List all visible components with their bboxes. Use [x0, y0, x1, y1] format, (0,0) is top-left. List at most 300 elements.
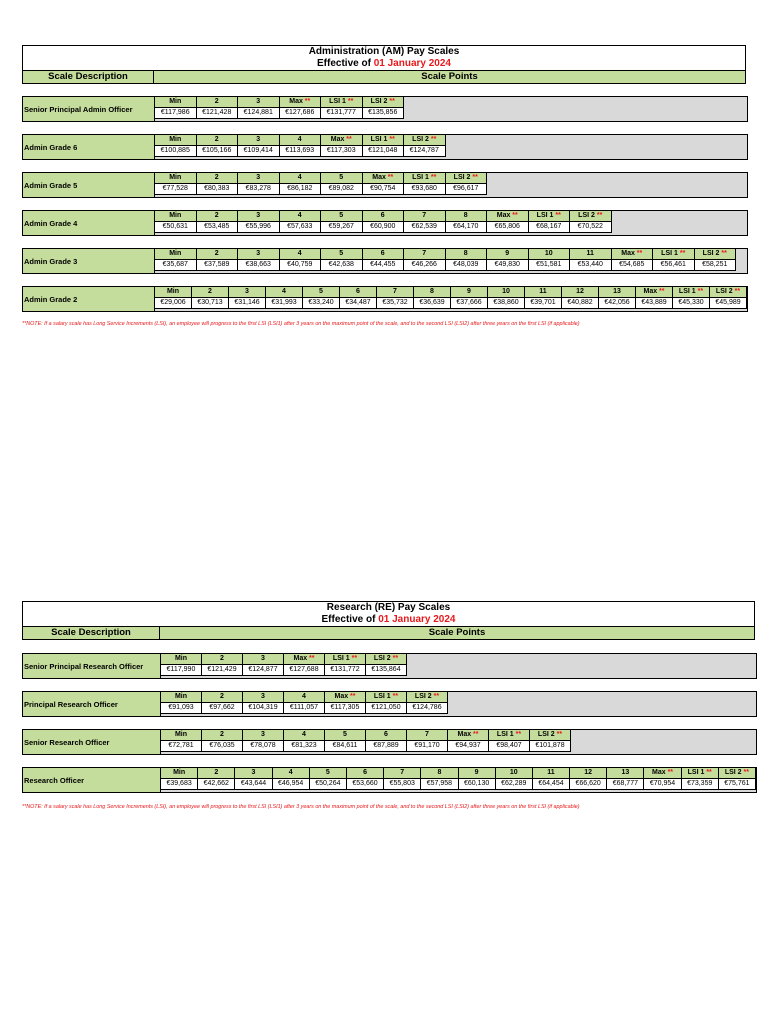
- scale-point-label: [528, 249, 570, 260]
- scale-point-value: €68,167: [528, 222, 570, 233]
- scale-point-value: €90,754: [362, 184, 404, 195]
- scale-point-value: €43,889: [636, 298, 673, 309]
- scale-point-label: [694, 249, 736, 260]
- scale-point-text: Max: [496, 212, 511, 219]
- scale-point-label: [279, 249, 321, 260]
- scale-point-text: 2: [214, 250, 219, 257]
- scale-point-label: [155, 135, 197, 146]
- scale-point-value: €98,407: [489, 741, 530, 752]
- scale-point-value: €104,319: [243, 703, 284, 714]
- scale-point-value: €121,428: [196, 108, 238, 119]
- scale-point-value: €57,633: [279, 222, 321, 233]
- scale-point-value: €44,455: [362, 260, 404, 271]
- scale-point-text: Min: [174, 655, 188, 662]
- scale-point-label: [161, 730, 202, 741]
- scale-points-header-row: [155, 173, 487, 184]
- scale-point-text: 11: [539, 288, 547, 295]
- scale-point-label: [487, 211, 529, 222]
- scale-point-text: 7: [422, 212, 427, 219]
- scale-point-text: LSI 2: [702, 250, 720, 257]
- scale-point-text: 4: [297, 212, 302, 219]
- lsi-marker: **: [348, 693, 356, 700]
- scale-point-label: [404, 211, 446, 222]
- scale-name: Admin Grade 2: [23, 287, 155, 311]
- scale-point-value: €45,989: [710, 298, 747, 309]
- scale-point-value: €70,522: [570, 222, 612, 233]
- scale-point-value: €40,882: [562, 298, 599, 309]
- scale-points-table: [154, 210, 612, 233]
- scale-name: Admin Grade 5: [23, 173, 155, 197]
- scale-point-label: [321, 135, 363, 146]
- scale-point-text: 8: [430, 288, 434, 295]
- scale-point-value: €62,539: [404, 222, 446, 233]
- scale-point-label: [384, 768, 421, 779]
- scale-point-text: 8: [437, 769, 442, 776]
- scale-point-value: €113,693: [279, 146, 321, 157]
- scale-point-value: €42,662: [198, 779, 235, 790]
- scale-row: [22, 96, 748, 122]
- scale-point-value: €29,006: [155, 298, 192, 309]
- scale-name: Senior Principal Research Officer: [23, 654, 161, 678]
- scale-point-label: [272, 768, 309, 779]
- scale-point-label: [407, 730, 448, 741]
- scale-point-value: €58,251: [694, 260, 736, 271]
- scale-point-value: €53,485: [196, 222, 238, 233]
- scale-point-text: 3: [256, 250, 261, 257]
- scale-point-value: €62,289: [495, 779, 532, 790]
- scale-point-value: €64,170: [445, 222, 487, 233]
- scale-point-value: €31,993: [266, 298, 303, 309]
- scale-point-value: €43,644: [235, 779, 272, 790]
- scale-point-label: [448, 730, 489, 741]
- scale-point-label: [414, 287, 451, 298]
- scale-point-value: €121,048: [362, 146, 404, 157]
- scale-values-row: [155, 222, 612, 233]
- scale-point-value: €78,078: [243, 741, 284, 752]
- scale-point-text: LSI 1: [329, 98, 346, 105]
- lsi-marker: **: [677, 250, 686, 257]
- scale-points-table: [160, 729, 571, 752]
- scale-point-text: 6: [380, 212, 385, 219]
- scale-point-value: €37,589: [196, 260, 238, 271]
- scale-point-text: 2: [214, 98, 219, 105]
- scale-point-text: Min: [169, 136, 182, 143]
- scale-point-label: [238, 173, 280, 184]
- lsi-note: **NOTE: If a salary scale has Long Service Increments (LSI), an employee will progress to the first LSI (LSI1) after 3 years on the maximum point of the scale, and to the second LSI (LSI2) after three years on the first LSI (if applicable): [22, 321, 580, 327]
- scale-point-text: LSI 1: [661, 250, 678, 257]
- scale-point-text: 2: [220, 693, 224, 700]
- scale-point-text: 4: [297, 174, 302, 181]
- scale-point-text: Max: [334, 693, 349, 700]
- scale-point-label: [404, 249, 446, 260]
- scale-values-row: [155, 298, 747, 309]
- scale-row: [22, 691, 757, 717]
- scale-point-label: [325, 692, 366, 703]
- scale-point-value: €70,954: [644, 779, 681, 790]
- scale-point-value: €42,638: [321, 260, 363, 271]
- scale-point-label: [155, 249, 197, 260]
- scale-point-label: [445, 211, 487, 222]
- scale-description-header: Scale Description: [23, 71, 154, 83]
- scale-point-text: 13: [613, 288, 621, 295]
- scale-point-value: €60,900: [362, 222, 404, 233]
- lsi-marker: **: [594, 212, 603, 219]
- scale-point-text: Min: [173, 769, 186, 776]
- scale-point-value: €100,885: [155, 146, 197, 157]
- scale-points-header-row: [155, 135, 446, 146]
- scale-points-header: Scale Points: [428, 627, 486, 638]
- scale-point-text: Max: [621, 250, 635, 257]
- scale-point-text: 4: [288, 769, 293, 776]
- scale-point-value: €50,264: [309, 779, 346, 790]
- scale-point-text: 10: [502, 288, 510, 295]
- scale-point-text: LSI 2: [453, 174, 471, 181]
- scale-point-value: €124,786: [407, 703, 448, 714]
- scale-point-label: [366, 730, 407, 741]
- scale-point-value: €66,620: [570, 779, 607, 790]
- scale-point-label: [562, 287, 599, 298]
- section-title: Administration (AM) Pay Scales: [308, 46, 460, 57]
- scale-point-label: [530, 730, 571, 741]
- scale-point-label: [196, 173, 238, 184]
- scale-values-row: [161, 741, 571, 752]
- scale-point-label: [653, 249, 695, 260]
- lsi-marker: **: [385, 174, 394, 181]
- scale-point-text: LSI 2: [578, 212, 595, 219]
- lsi-marker: **: [344, 136, 352, 143]
- scale-points-table: [154, 134, 446, 157]
- scale-point-text: 13: [621, 769, 630, 776]
- effective-prefix: Effective of: [317, 58, 371, 69]
- scale-point-text: LSI 1: [536, 212, 554, 219]
- scale-row: [22, 729, 757, 755]
- scale-points-header-row: [155, 249, 736, 260]
- scale-point-label: [279, 173, 321, 184]
- scale-point-value: €97,662: [202, 703, 243, 714]
- scale-point-value: €38,860: [488, 298, 525, 309]
- scale-points-table: [160, 767, 756, 790]
- scale-point-label: [636, 287, 673, 298]
- scale-point-text: Max: [293, 655, 308, 662]
- scale-point-label: [284, 692, 325, 703]
- scale-point-label: [198, 768, 235, 779]
- scale-row: [22, 210, 748, 236]
- scale-point-text: LSI 1: [496, 731, 514, 738]
- scale-point-text: LSI 1: [687, 769, 705, 776]
- scale-point-text: 2: [220, 655, 224, 662]
- lsi-marker: **: [470, 174, 478, 181]
- scale-point-value: €91,093: [161, 703, 202, 714]
- scale-point-value: €89,082: [321, 184, 363, 195]
- lsi-marker: **: [553, 212, 561, 219]
- scale-name: Senior Principal Admin Officer: [23, 97, 155, 121]
- scale-point-value: €105,166: [196, 146, 238, 157]
- scale-point-label: [404, 135, 446, 146]
- lsi-marker: **: [390, 693, 399, 700]
- scale-point-label: [451, 287, 488, 298]
- scale-point-value: €55,803: [384, 779, 421, 790]
- scale-point-value: €33,240: [303, 298, 340, 309]
- scale-point-text: Max: [330, 136, 345, 143]
- scale-point-text: 3: [251, 769, 256, 776]
- scale-point-label: [570, 249, 612, 260]
- scale-point-text: LSI 2: [414, 693, 432, 700]
- scale-point-label: [325, 654, 366, 665]
- scale-values-row: [155, 146, 446, 157]
- scale-point-value: €51,581: [528, 260, 570, 271]
- scale-point-value: €49,830: [487, 260, 529, 271]
- lsi-marker: **: [345, 98, 354, 105]
- scale-point-text: LSI 2: [412, 136, 429, 143]
- scale-values-row: [161, 703, 448, 714]
- scale-point-text: 2: [208, 288, 212, 295]
- scale-point-text: Min: [169, 212, 182, 219]
- scale-point-label: [644, 768, 681, 779]
- scale-point-value: €117,305: [325, 703, 366, 714]
- effective-date: 01 January 2024: [373, 58, 451, 69]
- scale-point-label: [599, 287, 636, 298]
- scale-point-label: [528, 211, 570, 222]
- scale-point-value: €127,686: [279, 108, 321, 119]
- scale-point-text: 3: [256, 212, 261, 219]
- scale-point-text: 5: [343, 731, 347, 738]
- scale-point-value: €127,688: [284, 665, 325, 676]
- scale-point-value: €46,266: [404, 260, 446, 271]
- lsi-marker: **: [307, 655, 315, 662]
- scale-point-text: 8: [463, 212, 468, 219]
- scale-point-label: [362, 97, 404, 108]
- scale-point-text: 8: [463, 250, 468, 257]
- pay-scale-section: [22, 45, 746, 84]
- scale-point-label: [570, 211, 612, 222]
- scale-point-label: [362, 173, 404, 184]
- scale-point-text: LSI 1: [678, 288, 696, 295]
- scale-point-label: [196, 211, 238, 222]
- scale-point-text: 5: [339, 250, 344, 257]
- scale-point-label: [607, 768, 644, 779]
- scale-point-value: €124,881: [238, 108, 280, 119]
- scale-point-label: [155, 211, 197, 222]
- lsi-marker: **: [302, 98, 311, 105]
- scale-point-text: 2: [214, 212, 219, 219]
- section-title: Research (RE) Pay Scales: [326, 602, 451, 613]
- scale-point-value: €121,050: [366, 703, 407, 714]
- scale-point-label: [155, 97, 197, 108]
- scale-point-value: €87,889: [366, 741, 407, 752]
- scale-point-value: €86,182: [279, 184, 321, 195]
- scale-point-value: €45,330: [673, 298, 710, 309]
- lsi-marker: **: [741, 769, 749, 776]
- lsi-marker: **: [554, 731, 563, 738]
- scale-point-text: LSI 1: [412, 174, 429, 181]
- scale-point-value: €83,278: [238, 184, 280, 195]
- scale-point-text: Max: [289, 98, 303, 105]
- scale-point-value: €101,878: [530, 741, 571, 752]
- scale-point-value: €124,877: [243, 665, 284, 676]
- scale-point-label: [238, 211, 280, 222]
- scale-point-label: [710, 287, 747, 298]
- scale-point-value: €42,056: [599, 298, 636, 309]
- scale-point-text: LSI 2: [373, 655, 391, 662]
- scale-point-value: €111,057: [284, 703, 325, 714]
- scale-point-value: €53,440: [570, 260, 612, 271]
- scale-point-label: [421, 768, 458, 779]
- scale-point-text: Max: [457, 731, 472, 738]
- scale-point-text: 12: [576, 288, 584, 295]
- scale-point-value: €48,039: [445, 260, 487, 271]
- scale-point-value: €121,429: [202, 665, 243, 676]
- scale-points-table: [154, 96, 404, 119]
- scale-point-value: €135,856: [362, 108, 404, 119]
- scale-point-text: 5: [339, 212, 344, 219]
- scale-point-label: [681, 768, 718, 779]
- scale-point-label: [155, 287, 192, 298]
- scale-point-label: [458, 768, 495, 779]
- lsi-marker: **: [634, 250, 643, 257]
- scale-point-value: €72,781: [161, 741, 202, 752]
- scale-point-text: 2: [214, 174, 219, 181]
- scale-point-text: 2: [214, 769, 219, 776]
- lsi-marker: **: [387, 136, 395, 143]
- scale-point-value: €57,958: [421, 779, 458, 790]
- scale-point-text: 11: [547, 769, 555, 776]
- scale-point-value: €81,323: [284, 741, 325, 752]
- scale-point-value: €50,631: [155, 222, 197, 233]
- scale-point-label: [279, 211, 321, 222]
- scale-point-text: LSI 1: [370, 136, 388, 143]
- scale-row: [22, 172, 748, 198]
- scale-points-table: [154, 248, 736, 271]
- scale-point-label: [202, 654, 243, 665]
- effective-line: [23, 614, 754, 626]
- lsi-marker: **: [719, 250, 727, 257]
- scale-point-text: 3: [245, 288, 249, 295]
- scale-point-text: 2: [214, 136, 219, 143]
- scale-point-label: [238, 97, 280, 108]
- scale-point-text: 10: [544, 250, 553, 257]
- scale-point-text: LSI 1: [332, 655, 350, 662]
- scale-points-table: [160, 691, 448, 714]
- scale-point-label: [243, 654, 284, 665]
- scale-point-label: [196, 135, 238, 146]
- lsi-marker: **: [732, 288, 741, 295]
- scale-row: [22, 653, 757, 679]
- scale-point-text: 10: [509, 769, 518, 776]
- scale-point-label: [321, 211, 363, 222]
- section-title-box: [22, 601, 755, 627]
- scale-point-text: 3: [261, 693, 265, 700]
- scale-point-text: 3: [256, 174, 261, 181]
- scale-point-value: €117,303: [321, 146, 363, 157]
- scale-point-label: [532, 768, 569, 779]
- scale-point-label: [321, 249, 363, 260]
- scale-point-value: €40,759: [279, 260, 321, 271]
- scale-points-header-row: [161, 692, 448, 703]
- scale-point-text: LSI 2: [537, 731, 555, 738]
- scale-row: [22, 767, 757, 793]
- lsi-marker: **: [387, 98, 395, 105]
- scale-point-value: €30,713: [192, 298, 229, 309]
- scale-point-label: [495, 768, 532, 779]
- scale-point-value: €38,663: [238, 260, 280, 271]
- scale-point-text: LSI 2: [724, 769, 742, 776]
- scale-point-label: [673, 287, 710, 298]
- scale-point-label: [155, 173, 197, 184]
- scale-point-text: 12: [584, 769, 593, 776]
- scale-point-value: €34,487: [340, 298, 377, 309]
- lsi-marker: **: [349, 655, 358, 662]
- scale-row: [22, 286, 748, 312]
- scale-point-value: €135,864: [366, 665, 407, 676]
- scale-point-label: [489, 730, 530, 741]
- scale-points-table: [160, 653, 407, 676]
- scale-point-text: 7: [400, 769, 405, 776]
- effective-date: 01 January 2024: [378, 614, 456, 625]
- scale-point-label: [362, 249, 404, 260]
- scale-values-row: [161, 779, 756, 790]
- scale-point-text: 4: [297, 136, 302, 143]
- scale-point-text: LSI 2: [715, 288, 733, 295]
- scale-point-text: 4: [297, 250, 302, 257]
- section-title-box: [22, 45, 746, 71]
- scale-point-value: €53,660: [346, 779, 383, 790]
- lsi-marker: **: [695, 288, 704, 295]
- scale-row: [22, 134, 748, 160]
- scale-point-label: [321, 173, 363, 184]
- scale-point-value: €84,611: [325, 741, 366, 752]
- scale-point-text: LSI 1: [373, 693, 391, 700]
- scale-point-label: [161, 768, 198, 779]
- scale-point-label: [325, 730, 366, 741]
- scale-points-table: [154, 172, 487, 195]
- lsi-marker: **: [510, 212, 518, 219]
- scale-name: Admin Grade 4: [23, 211, 155, 235]
- scale-point-label: [284, 730, 325, 741]
- scale-point-value: €73,359: [681, 779, 718, 790]
- scale-values-row: [155, 184, 487, 195]
- scale-point-value: €109,414: [238, 146, 280, 157]
- scale-points-header-row: [161, 730, 571, 741]
- scale-point-label: [407, 692, 448, 703]
- scale-point-label: [445, 173, 487, 184]
- scale-point-label: [366, 692, 407, 703]
- scale-point-value: €31,146: [229, 298, 266, 309]
- scale-point-value: €39,683: [161, 779, 198, 790]
- scale-point-value: €91,170: [407, 741, 448, 752]
- scale-point-label: [362, 211, 404, 222]
- scale-point-label: [303, 287, 340, 298]
- scale-point-label: [238, 249, 280, 260]
- scale-point-text: Max: [372, 174, 386, 181]
- scale-point-label: [279, 135, 321, 146]
- lsi-marker: **: [704, 769, 712, 776]
- scale-point-label: [243, 692, 284, 703]
- lsi-marker: **: [428, 136, 437, 143]
- scale-point-value: €75,761: [718, 779, 755, 790]
- scale-point-value: €64,454: [532, 779, 569, 790]
- scale-point-value: €54,685: [611, 260, 653, 271]
- scale-point-text: Min: [169, 250, 182, 257]
- scale-point-value: €65,806: [487, 222, 529, 233]
- effective-line: [23, 58, 745, 70]
- scale-name: Admin Grade 3: [23, 249, 155, 273]
- scale-point-text: 3: [261, 655, 265, 662]
- lsi-marker: **: [390, 655, 399, 662]
- scale-point-text: Max: [643, 288, 658, 295]
- scale-point-value: €68,777: [607, 779, 644, 790]
- scale-point-text: 7: [422, 250, 427, 257]
- scale-point-label: [266, 287, 303, 298]
